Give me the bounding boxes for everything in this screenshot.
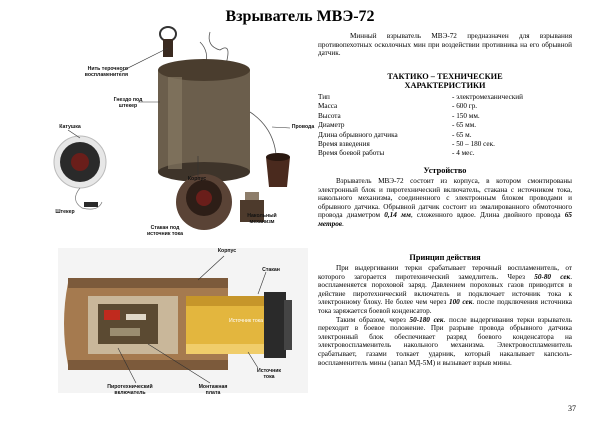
- board-component: [126, 314, 146, 320]
- label-piro: Пиротехнический включатель: [107, 384, 153, 396]
- device-section: [318, 166, 572, 229]
- spec-value: - 65 м.: [452, 130, 472, 139]
- principle-heading: Принцип действия: [409, 253, 481, 262]
- cutaway-shell-bottom: [68, 360, 228, 370]
- device-text: .: [342, 219, 344, 228]
- label-stakan-cut: Стакан: [262, 267, 280, 273]
- label-istochnik-inside: Источник тока: [228, 318, 264, 324]
- spec-name: Высота: [318, 111, 341, 120]
- board-component: [110, 328, 140, 336]
- specs-table: [318, 93, 523, 159]
- spec-name: Тип: [318, 93, 330, 101]
- device-text: Взрыватель МВЭ-72 состоит из корпуса, в котором смонтированы электронный блок и пиротехнический включатель, стакана с источником тока, накольного механизма, соединенного с электронным блоком проводами и обрывного датчика. Обрывной датчик состоит из эмалированного обмоточного провода диаметром: [318, 177, 572, 220]
- specs-heading: ТАКТИКО – ТЕХНИЧЕСКИЕ ХАРАКТЕРИСТИКИ: [387, 72, 503, 90]
- spec-value: - 150 мм.: [452, 111, 480, 120]
- label-nakolny: Накольный механизм: [247, 213, 277, 225]
- fuse-highlight: [168, 77, 182, 169]
- label-montazh: Монтажная плата: [198, 384, 228, 396]
- principle-paragraph-2: [318, 316, 572, 368]
- spec-name: Диаметр: [318, 121, 345, 130]
- spec-value: - 4 мес.: [452, 149, 475, 158]
- page-title: Взрыватель МВЭ-72: [225, 8, 375, 25]
- plug-top: [266, 153, 290, 161]
- spec-row: [318, 112, 523, 121]
- device-text: , сложенного вдвое. Длина двойного провода: [410, 211, 565, 220]
- device-paragraph: [318, 177, 572, 229]
- battery-shade: [186, 296, 264, 306]
- label-stakan-top: Стакан под источник тока: [146, 225, 184, 237]
- spool-hub: [71, 153, 89, 171]
- specs-heading-block: [318, 72, 572, 90]
- board-component: [104, 310, 120, 320]
- principle-text: При выдергивании терки срабатывает терочный воспламенитель, от которого загорается пиротехнический замедлитель. Через: [318, 264, 572, 281]
- label-nit: Нить терочного воспламенителя: [84, 66, 128, 78]
- cutaway-end-ring: [284, 300, 292, 350]
- wire-length: 65 метров: [318, 211, 572, 228]
- charge-time: 100 сек: [448, 298, 473, 307]
- cap-ring: [160, 27, 176, 41]
- label-istochnik: Источник тока: [256, 368, 282, 380]
- cutaway-end-cap: [264, 292, 286, 358]
- spec-value: - 65 мм.: [452, 121, 477, 130]
- label-korpus-cut: Корпус: [217, 248, 237, 254]
- intro-paragraph: Минный взрыватель МВЭ-72 предназначен для взрывания противопехотных осколочных мин при воздействии противника на его обрывной датчик.: [318, 32, 572, 58]
- label-gnezdo: Гнездо под штекер: [113, 97, 143, 109]
- label-katushka: Катушка: [59, 124, 81, 130]
- spec-name: Масса: [318, 102, 338, 111]
- spec-row: [318, 121, 523, 130]
- principle-text: . воспламеняется пороховой заряд. Давлением пороховых газов приводится в действие пиротехнический включатель и подключает источник тока к электронному блоку. Не более чем через: [318, 272, 572, 307]
- label-provoda: Провода: [291, 124, 315, 130]
- connector-plug: [84, 202, 98, 207]
- spec-name: Время взведения: [318, 140, 370, 149]
- principle-text: . после подключения источника тока заряжается боевой конденсатор.: [318, 298, 572, 315]
- spec-name: Длина обрывного датчика: [318, 130, 398, 139]
- principle-text: . после выдергивания терки взрыватель переходит в боевое положение. При разрыве провода обрывного датчика электронный блок обеспечивает разряд боевого конденсатора на электровоспламенитель накольного механизма. Электровоспламенитель срабатывает, газами толкает ударник, который накалывает капсюль-воспламенитель мины (запал МД-5М) и вызывает взрыв мины.: [318, 315, 573, 367]
- plug-body: [266, 157, 290, 187]
- spec-row: [318, 140, 523, 149]
- spec-row: [318, 93, 523, 102]
- wire-diameter: 0,14 мм: [384, 211, 411, 220]
- leader-provoda: [272, 127, 290, 128]
- battery-highlight: [186, 344, 264, 354]
- spec-value: - 50 – 180 сек.: [452, 140, 495, 149]
- principle-text: Таким образом, через: [336, 315, 410, 324]
- current-cup-core: [196, 190, 212, 206]
- cutaway-shell-top: [68, 278, 228, 288]
- page-number: 37: [568, 404, 576, 413]
- spec-value: - электромеханический: [452, 93, 523, 101]
- device-heading: Устройство: [423, 166, 467, 175]
- striker-spring: [245, 192, 259, 200]
- delay-time: 50-80 сек: [534, 272, 571, 281]
- principle-paragraph-1: [318, 264, 572, 316]
- spec-row: [318, 102, 523, 111]
- spec-name: Время боевой работы: [318, 149, 385, 158]
- arming-time: 50-180 сек: [409, 315, 444, 324]
- principle-section: [318, 253, 572, 367]
- label-shteker: Штекер: [55, 209, 75, 215]
- spec-row: [318, 131, 523, 140]
- spec-row: [318, 149, 523, 158]
- label-korpus-top: Корпус: [187, 176, 207, 182]
- spec-value: - 600 гр.: [452, 102, 478, 111]
